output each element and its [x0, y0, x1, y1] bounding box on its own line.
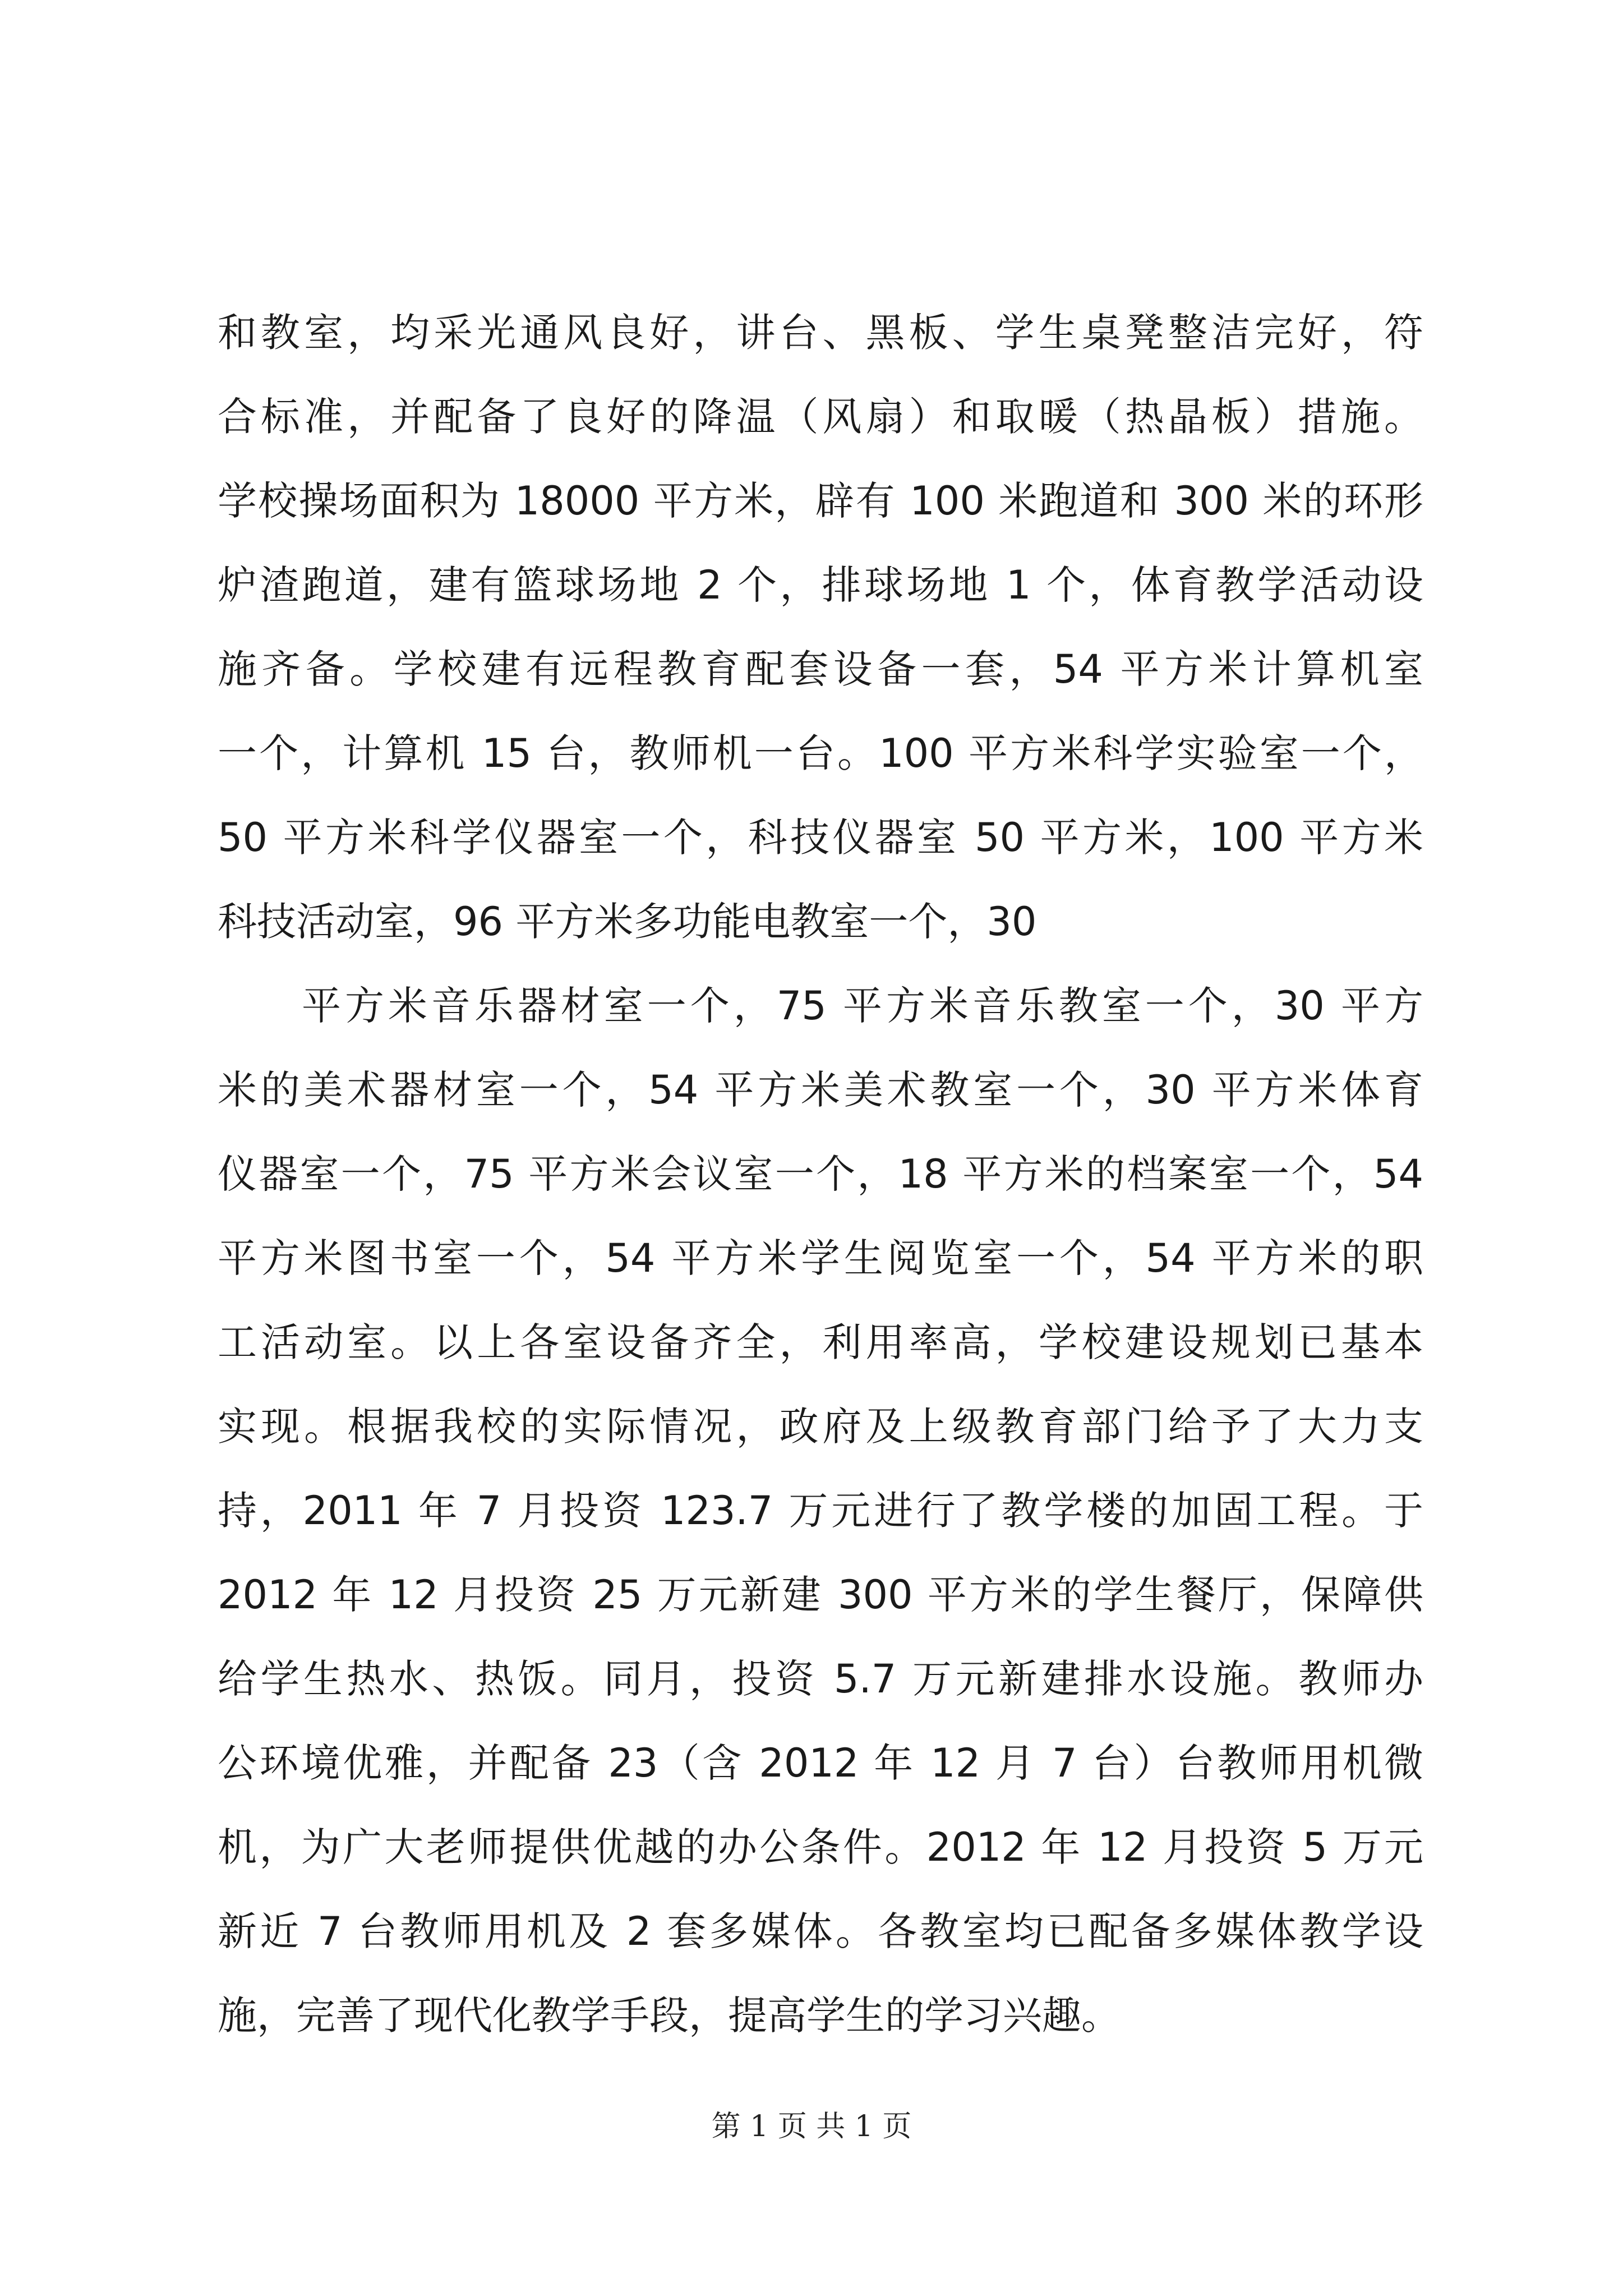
text-line: 持，2011 年 7 月投资 123.7 万元进行了教学楼的加固工程。于	[218, 1488, 1423, 1534]
text-line: 机，为广大老师提供优越的办公条件。2012 年 12 月投资 5 万元	[218, 1824, 1423, 1870]
page-number-label: 第 1 页 共 1 页	[711, 2110, 912, 2143]
text-line: 给学生热水、热饭。同月，投资 5.7 万元新建排水设施。教师办	[218, 1656, 1423, 1702]
text-line: 学校操场面积为 18000 平方米，辟有 100 米跑道和 300 米的环形	[218, 478, 1423, 524]
text-line: 米的美术器材室一个，54 平方米美术教室一个，30 平方米体育	[218, 1067, 1423, 1113]
text-line: 和教室，均采光通风良好，讲台、黑板、学生桌凳整洁完好，符	[218, 310, 1423, 356]
text-line: 平方米音乐器材室一个，75 平方米音乐教室一个，30 平方	[302, 983, 1423, 1029]
text-line: 实现。根据我校的实际情况，政府及上级教育部门给予了大力支	[218, 1404, 1423, 1450]
text-line: 合标准，并配备了良好的降温（风扇）和取暖（热晶板）措施。	[218, 394, 1423, 440]
text-line: 新近 7 台教师用机及 2 套多媒体。各教室均已配备多媒体教学设	[218, 1908, 1423, 1954]
page-footer	[0, 2102, 1623, 2145]
text-line: 炉渣跑道，建有篮球场地 2 个，排球场地 1 个，体育教学活动设	[218, 562, 1423, 608]
text-line: 一个，计算机 15 台，教师机一台。100 平方米科学实验室一个，	[218, 730, 1423, 776]
text-line: 工活动室。以上各室设备齐全，利用率高，学校建设规划已基本	[218, 1319, 1423, 1365]
text-line: 施齐备。学校建有远程教育配套设备一套，54 平方米计算机室	[218, 646, 1423, 692]
text-line: 仪器室一个，75 平方米会议室一个，18 平方米的档案室一个，54	[218, 1151, 1423, 1197]
text-line: 2012 年 12 月投资 25 万元新建 300 平方米的学生餐厅，保障供	[218, 1572, 1423, 1618]
text-line: 公环境优雅，并配备 23（含 2012 年 12 月 7 台）台教师用机微	[218, 1740, 1423, 1786]
text-line: 平方米图书室一个，54 平方米学生阅览室一个，54 平方米的职	[218, 1235, 1423, 1281]
text-line: 科技活动室，96 平方米多功能电教室一个，30	[218, 899, 1037, 945]
document-body	[218, 291, 1423, 2058]
text-line: 施，完善了现代化教学手段，提高学生的学习兴趣。	[218, 1993, 1121, 2039]
text-line: 50 平方米科学仪器室一个，科技仪器室 50 平方米，100 平方米	[218, 815, 1423, 861]
